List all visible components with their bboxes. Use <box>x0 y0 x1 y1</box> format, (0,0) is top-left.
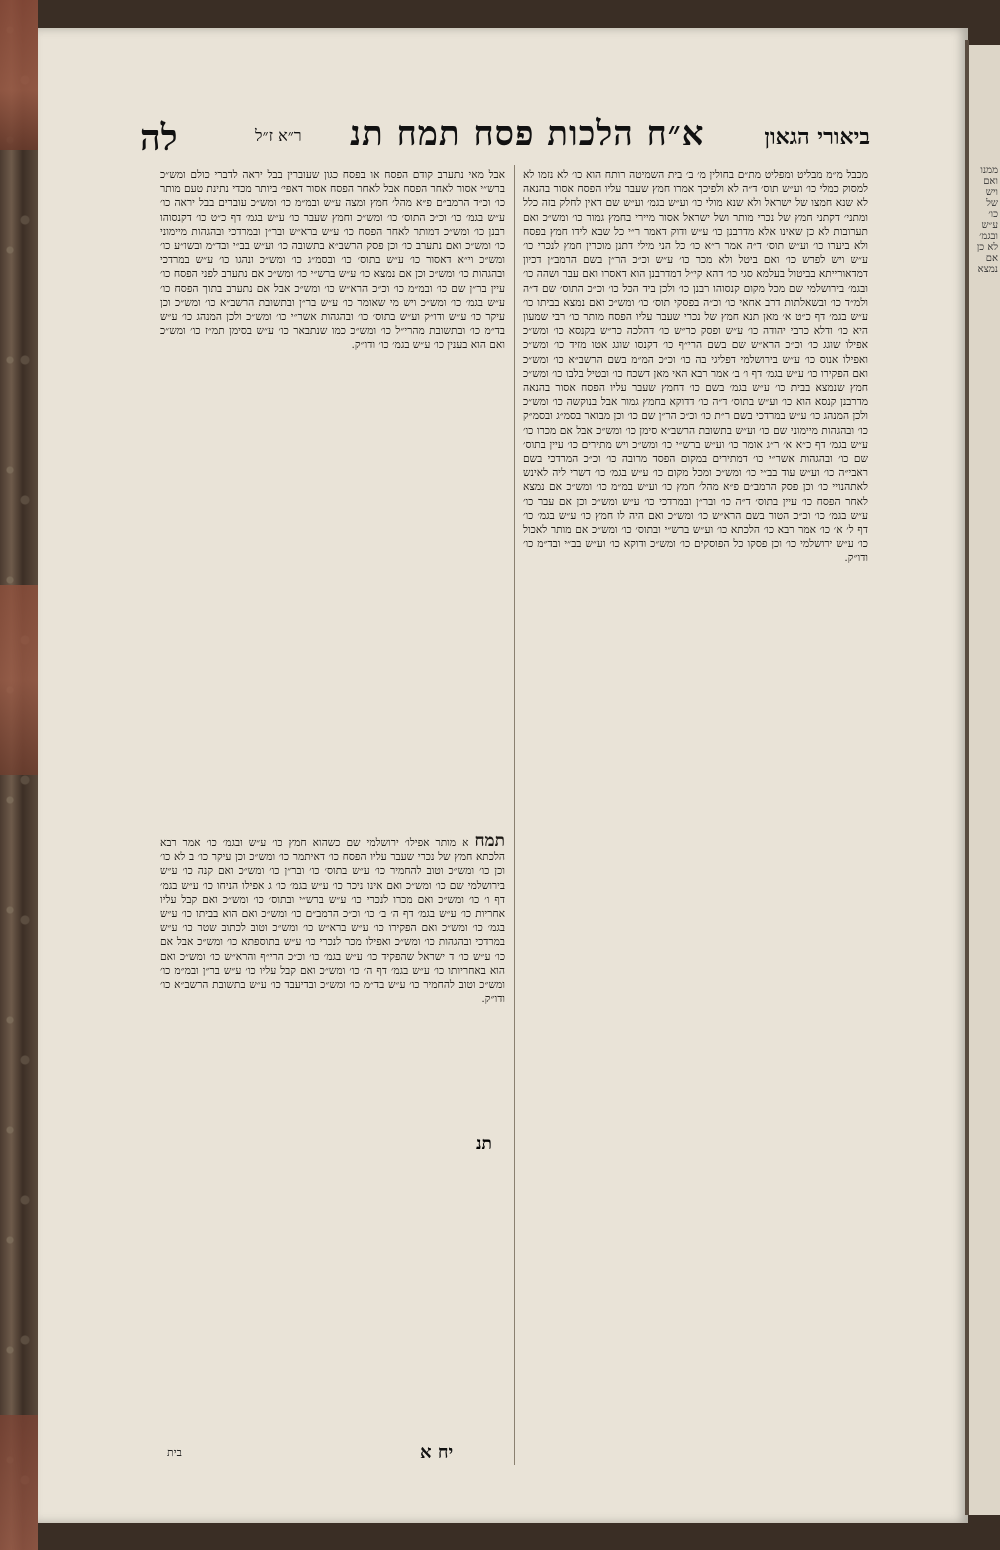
catchword: בית <box>167 1446 182 1459</box>
cover-leather-patch <box>0 585 38 775</box>
cover-leather-corner <box>0 0 38 150</box>
page-title: א״ח הלכות פסח תמח תנ <box>350 114 705 154</box>
page-number: לה <box>140 117 178 159</box>
column-text: מכבל מ״מ מבליט ומפליט מת״ם בחולין מ׳ ב׳ בית השמיטה רותח הוא כו׳ לא נזמו לא למסוק כמלי כו׳ וע״ש תוס׳ ד״ה לא ולפיכך אמרו חמץ שעבר עליו הפסח אסור בהנאה לא שנא חמצו של ישראל ולא שנא מולי כו׳ וע״ש בגמ׳ וע״ש שם דאין לחלק בזה כלל ומתני׳ דקתני חמץ של נכרי מותר ושל ישראל אסור מיירי בחמץ גמור כו׳ ומש״כ ואם תערובות לא כן שאינו אלא מדרבנן כו׳ ע״ש ודוק דאמר ר״י כל שבא לידו חמץ בפסח ולא ביערו כו׳ וע״ש תוס׳ ד״ה אמר ר״א כו׳ כל הני מילי דתנן מוכרין חמץ לנכרי כו׳ ע״ש ויש לפרש כו׳ ואם ביטל ולא מכר כו׳ ע״ש וכ״כ הר״ן בשם הרמב״ן דכיון דמדאורייתא בביטול בעלמא סגי כו׳ דהא קי״ל דמדרבנן הוא דאסרו ואם עבר ושהה כו׳ ובגמ׳ בירושלמי שם מכל מקום קנסוהו רבנן כו׳ ולכן ביד הכל כו׳ וכ״כ התוס׳ שם ד״ה ולמ״ד כו׳ ובשאלתות דרב אחאי כו׳ וכ״ה בפסקי תוס׳ כו׳ ומש״כ ואם נמצא בביתו כו׳ ע״ש בגמ׳ דף כ״ט א׳ מאן תנא חמץ של נכרי שעבר עליו הפסח מותר כו׳ רבי שמעון היא כו׳ ודלא כרבי יהודה כו׳ ע״ש ופסק כר״ש כו׳ דהלכה כר״ש בקנסא כו׳ ומש״כ אפילו שוגג כו׳ וכ״כ הרא״ש שם בשם הרי״ף כו׳ דקנסו שוגג אטו מזיד כו׳ ומש״כ ואפילו אנוס כו׳ ע״ש בירושלמי דפליגי בה כו׳ וכ״כ המ״מ בשם הרשב״א כו׳ ומש״כ ואם הפקירו כו׳ ע״ש בגמ׳ דף ו׳ ב׳ אמר רבא האי מאן דשכח כו׳ ובטיל בלבו כו׳ ומש״כ חמץ שנמצא בבית כו׳ ע״ש בגמ׳ בשם כו׳ דחמץ שעבר עליו הפסח אסור בהנאה מדרבנן קנסא הוא כו׳ וע״ש בתוס׳ ד״ה כו׳ דדוקא בחמץ גמור אבל בנוקשה כו׳ ומש״כ ולכן המנהג כו׳ ע״ש במרדכי בשם ר״ת כו׳ וכ״כ הר״ן שם כו׳ וכן מבואר בסמ״ג ובסמ״ק כו׳ ובהגהות מיימוני שם כו׳ וע״ש בתשובת הרשב״א סימן כו׳ ומש״כ אבל אם מכרו כו׳ ע״ש בגמ׳ דף כ״א א׳ ר״ג אומר כו׳ וע״ש ברש״י כו׳ ומש״כ ויש מתירים כו׳ עיין בתוס׳ שם כו׳ ובהגהות אשר״י כו׳ דמתירים במקום הפסד מרובה כו׳ וכ״כ המרדכי בשם ראבי״ה כו׳ וע״ש עוד בב״י כו׳ ומש״כ ומכל מקום כו׳ ע״ש בגמ׳ כו׳ דשרי ליה לאינש לאתהנויי כו׳ וכן פסק הרמב״ם פ״א מהל׳ חמץ כו׳ וע״ש במ״מ כו׳ ומש״כ אם נמצא לאחר הפסח כו׳ עיין בתוס׳ ד״ה כו׳ ובר״ן ובמרדכי כו׳ ע״ש ומש״כ וכן אם עבר כו׳ ע״ש בגמ׳ כו׳ וכ״כ הטור בשם הרא״ש כו׳ ומש״כ ואם היה לו חמץ כו׳ ע״ש בגמ׳ כו׳ דף ל׳ א׳ כו׳ אמר רבא כו׳ הלכתא כו׳ וע״ש ברש״י ובתוס׳ כו׳ ומש״כ אם מותר לאכול כו׳ ע״ש ירושלמי כו׳ וכן פסקו כל הפוסקים כו׳ ומש״כ ודוקא כו׳ וע״ש בב״י ובד״מ כו׳ ודו״ק. <box>523 169 868 565</box>
next-page-fragment: ממנו ואם ויש של כו׳ ע״ש ובגמ׳ לא כן אם נמצא <box>976 165 998 275</box>
cover-leather-corner-bottom <box>0 1415 38 1550</box>
column-text: אבל מאי נתערב קודם הפסח או בפסח כגון שעוברין בבל יראה לדברי כולם ומש״כ ברש״י אסור לאחר הפסח אבל לאחר הפסח אסור דאפי׳ ביותר מכדי נתינת טעם מותר כו׳ וכ״ד הרמב״ם פ״א מהל׳ חמץ ומצה ע״ש ובמ״מ כו׳ ומש״כ עוברים בבל יראה כו׳ ע״ש בגמ׳ כו׳ וכ״כ התוס׳ כו׳ ומש״כ וחמץ שעבר כו׳ ע״ש בגמ׳ דף כ״ט כו׳ דקנסוהו רבנן כו׳ ומש״כ דמותר לאחר הפסח כו׳ ע״ש ברא״ש ובר״ן ובמרדכי ובהגהות מיימוני כו׳ ומש״כ ואם נתערב כו׳ וכן פסק הרשב״א בתשובה כו׳ וע״ש בב״י ובד״מ ובשו״ע כו׳ ומש״כ וי״א דאסור כו׳ ע״ש בתוס׳ כו׳ ובסמ״ג כו׳ ומש״כ ונהגו כו׳ ע״ש במרדכי ובהגהות כו׳ ומש״כ וכן אם נמצא כו׳ ע״ש ברש״י כו׳ ומש״כ אם נתערב לפני הפסח כו׳ עיין בר״ן שם כו׳ ובמ״מ כו׳ וכ״כ הרא״ש כו׳ ומש״כ אבל אם נתערב בתוך הפסח כו׳ ע״ש בגמ׳ כו׳ ומש״כ ויש מי שאומר כו׳ ע״ש בר״ן ובתשובת הרשב״א כו׳ ומש״כ וכן עיקר כו׳ ע״ש ודו״ק וע״ש בתוס׳ כו׳ ובהגהות אשר״י כו׳ ומש״כ ולכן המנהג כו׳ ע״ש בד״מ כו׳ ובתשובת מהרי״ל כו׳ ומש״כ כמו שנתבאר כו׳ ע״ש בסימן תמ״ז כו׳ ומש״כ ואם הוא בענין כו׳ ע״ש בגמ׳ כו׳ ודו״ק. <box>160 169 505 352</box>
running-header <box>100 108 880 168</box>
commentary-column-right <box>523 168 868 1458</box>
printer-signature: יח א <box>420 1442 454 1463</box>
section-heading-tav-nun: תנ <box>476 1134 492 1154</box>
column-divider <box>514 165 515 1465</box>
next-page-edge <box>969 45 1000 1515</box>
commentary-title: ביאורי הגאון <box>764 124 870 150</box>
section-text: א מותר אפילו׳ ירושלמי שם כשהוא חמץ כו׳ ע״ש ובגמ׳ כו׳ אמר רבא הלכתא חמץ של נכרי שעבר עליו הפסח כו׳ דאיתמר כו׳ ומש״כ וכן עיקר כו׳ ב לא כו׳ וכן כו׳ ומש״כ וטוב להחמיר כו׳ ע״ש בתוס׳ כו׳ ובר״ן כו׳ ומש״כ ואם קנה כו׳ ע״ש בירושלמי שם כו׳ ומש״כ ואם אינו ניכר כו׳ ע״ש בגמ׳ כו׳ ג אפילו הניחו כו׳ ע״ש בגמ׳ דף ו׳ כו׳ ומש״כ ואם מכרו לנכרי כו׳ ע״ש ברש״י ובתוס׳ כו׳ ומש״כ ואם קבל עליו אחריות כו׳ ע״ש בגמ׳ דף ה׳ ב׳ כו׳ וכ״כ הרמב״ם כו׳ ומש״כ ואם הוא בביתו כו׳ ע״ש בגמ׳ כו׳ ומש״כ ואם הפקירו כו׳ ע״ש ברא״ש כו׳ ומש״כ וטוב לכתוב שטר כו׳ ע״ש במרדכי ובהגהות כו׳ ומש״כ ואפילו מכר לנכרי כו׳ ע״ש בתוספתא כו׳ ומש״כ אבל אם כו׳ ע״ש כו׳ ד ישראל שהפקיד כו׳ ע״ש בגמ׳ כו׳ וכ״כ הרי״ף והרא״ש כו׳ ומש״כ ואם הוא באחריותו כו׳ ע״ש בגמ׳ דף ה׳ כו׳ ומש״כ ואם קבל עליו כו׳ ע״ש בר״ן ובמ״מ כו׳ ומש״כ וטוב להחמיר כו׳ ע״ש בד״מ כו׳ ומש״כ ובדיעבד כו׳ ע״ש בתשובת הרשב״א כו׳ ודו״ק. <box>160 837 505 1006</box>
commentary-column-left <box>160 168 505 828</box>
section-tamach <box>160 832 505 1437</box>
header-marker: ר״א ז״ל <box>255 126 302 145</box>
book-cover-edge <box>0 0 38 1550</box>
section-heading: תמח <box>474 832 505 851</box>
